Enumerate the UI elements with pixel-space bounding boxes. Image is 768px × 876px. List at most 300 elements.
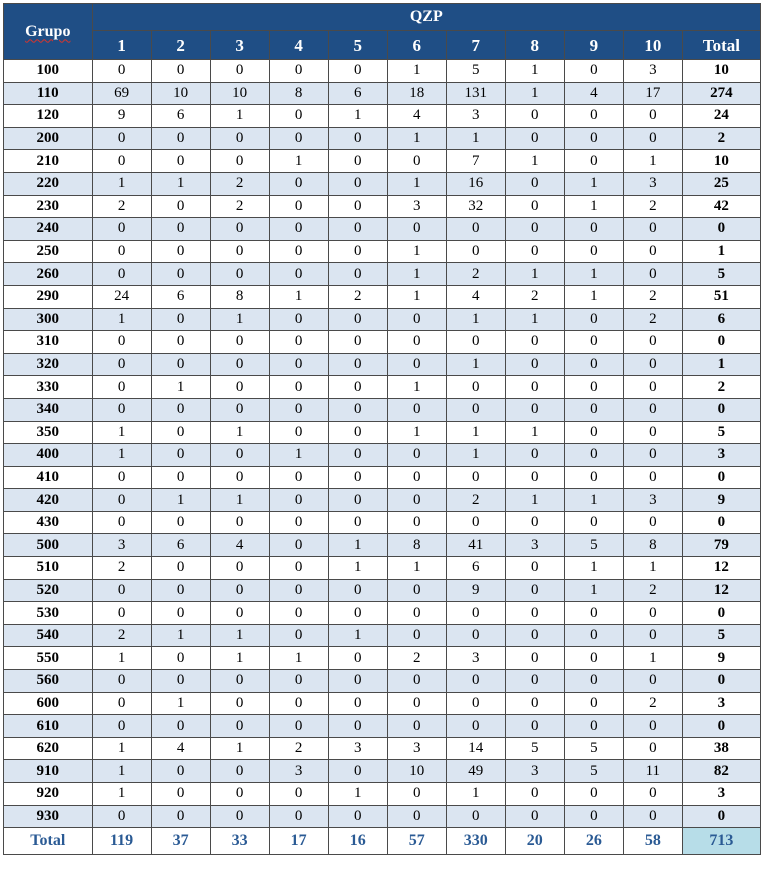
value-cell: 4	[446, 285, 505, 308]
row-total-cell: 2	[682, 376, 760, 399]
value-cell: 3	[446, 105, 505, 128]
value-cell: 0	[623, 624, 682, 647]
value-cell: 5	[446, 60, 505, 83]
qzp-column-headers	[4, 31, 761, 60]
grupo-cell: 250	[4, 240, 93, 263]
value-cell: 2	[446, 489, 505, 512]
value-cell: 6	[446, 557, 505, 580]
value-cell: 0	[92, 670, 151, 693]
value-cell: 0	[269, 557, 328, 580]
table-row	[4, 557, 761, 580]
grupo-cell: 610	[4, 715, 93, 738]
value-cell: 8	[210, 285, 269, 308]
qzp-column-header: 7	[446, 31, 505, 60]
value-cell: 1	[210, 489, 269, 512]
column-total-cell: 17	[269, 828, 328, 855]
row-total-cell: 10	[682, 150, 760, 173]
table-row	[4, 511, 761, 534]
value-cell: 0	[564, 511, 623, 534]
value-cell: 0	[505, 466, 564, 489]
value-cell: 0	[92, 376, 151, 399]
value-cell: 0	[387, 353, 446, 376]
value-cell: 14	[446, 737, 505, 760]
value-cell: 1	[564, 285, 623, 308]
table-row	[4, 82, 761, 105]
value-cell: 1	[210, 737, 269, 760]
value-cell: 0	[92, 715, 151, 738]
value-cell: 0	[564, 150, 623, 173]
value-cell: 0	[151, 218, 210, 241]
value-cell: 0	[210, 376, 269, 399]
value-cell: 0	[151, 715, 210, 738]
value-cell: 0	[151, 421, 210, 444]
value-cell: 0	[446, 240, 505, 263]
grupo-cell: 350	[4, 421, 93, 444]
qzp-group-header: QZP	[92, 4, 760, 31]
grupo-cell: 910	[4, 760, 93, 783]
value-cell: 3	[92, 534, 151, 557]
value-cell: 1	[387, 263, 446, 286]
value-cell: 0	[328, 353, 387, 376]
total-column-header: Total	[682, 31, 760, 60]
value-cell: 3	[623, 489, 682, 512]
row-total-cell: 12	[682, 557, 760, 580]
value-cell: 1	[151, 376, 210, 399]
value-cell: 0	[269, 308, 328, 331]
value-cell: 1	[505, 150, 564, 173]
value-cell: 0	[623, 805, 682, 828]
value-cell: 0	[92, 353, 151, 376]
value-cell: 0	[328, 511, 387, 534]
value-cell: 0	[269, 105, 328, 128]
value-cell: 0	[564, 647, 623, 670]
value-cell: 0	[92, 511, 151, 534]
value-cell: 0	[623, 737, 682, 760]
value-cell: 0	[505, 240, 564, 263]
value-cell: 0	[328, 647, 387, 670]
value-cell: 1	[564, 557, 623, 580]
table-row	[4, 105, 761, 128]
grupo-cell: 330	[4, 376, 93, 399]
value-cell: 1	[564, 579, 623, 602]
value-cell: 1	[151, 489, 210, 512]
value-cell: 0	[505, 692, 564, 715]
value-cell: 1	[387, 172, 446, 195]
value-cell: 5	[564, 737, 623, 760]
value-cell: 8	[269, 82, 328, 105]
value-cell: 10	[210, 82, 269, 105]
value-cell: 0	[151, 150, 210, 173]
grupo-cell: 230	[4, 195, 93, 218]
value-cell: 0	[564, 105, 623, 128]
value-cell: 17	[623, 82, 682, 105]
value-cell: 1	[92, 172, 151, 195]
qzp-column-header: 4	[269, 31, 328, 60]
value-cell: 0	[328, 376, 387, 399]
value-cell: 0	[387, 308, 446, 331]
value-cell: 0	[92, 150, 151, 173]
table-container	[3, 3, 761, 855]
value-cell: 0	[505, 218, 564, 241]
value-cell: 0	[387, 692, 446, 715]
value-cell: 0	[269, 127, 328, 150]
value-cell: 0	[328, 398, 387, 421]
value-cell: 1	[210, 105, 269, 128]
grupo-cell: 560	[4, 670, 93, 693]
value-cell: 0	[269, 353, 328, 376]
value-cell: 0	[446, 692, 505, 715]
row-total-cell: 0	[682, 670, 760, 693]
row-total-cell: 0	[682, 398, 760, 421]
grupo-cell: 510	[4, 557, 93, 580]
value-cell: 0	[92, 218, 151, 241]
value-cell: 0	[564, 376, 623, 399]
row-total-cell: 3	[682, 783, 760, 806]
row-total-cell: 1	[682, 353, 760, 376]
value-cell: 0	[151, 240, 210, 263]
value-cell: 2	[623, 692, 682, 715]
grupo-cell: 210	[4, 150, 93, 173]
value-cell: 0	[92, 489, 151, 512]
table-row	[4, 60, 761, 83]
value-cell: 0	[505, 624, 564, 647]
value-cell: 0	[210, 602, 269, 625]
value-cell: 5	[564, 760, 623, 783]
value-cell: 11	[623, 760, 682, 783]
value-cell: 1	[446, 127, 505, 150]
value-cell: 3	[387, 737, 446, 760]
value-cell: 1	[92, 760, 151, 783]
value-cell: 1	[151, 692, 210, 715]
value-cell: 0	[623, 444, 682, 467]
qzp-column-header: 5	[328, 31, 387, 60]
value-cell: 0	[387, 511, 446, 534]
value-cell: 0	[151, 398, 210, 421]
value-cell: 1	[505, 60, 564, 83]
value-cell: 9	[92, 105, 151, 128]
value-cell: 1	[328, 783, 387, 806]
value-cell: 1	[210, 647, 269, 670]
grupo-cell: 320	[4, 353, 93, 376]
column-total-cell: 16	[328, 828, 387, 855]
value-cell: 0	[210, 444, 269, 467]
value-cell: 0	[210, 150, 269, 173]
value-cell: 0	[269, 805, 328, 828]
value-cell: 0	[623, 376, 682, 399]
value-cell: 2	[269, 737, 328, 760]
column-total-cell: 119	[92, 828, 151, 855]
value-cell: 0	[328, 60, 387, 83]
table-row	[4, 218, 761, 241]
value-cell: 0	[269, 376, 328, 399]
value-cell: 0	[505, 376, 564, 399]
value-cell: 3	[269, 760, 328, 783]
value-cell: 0	[269, 398, 328, 421]
table-body	[4, 60, 761, 828]
value-cell: 0	[210, 60, 269, 83]
table-row	[4, 647, 761, 670]
value-cell: 0	[505, 670, 564, 693]
value-cell: 2	[623, 285, 682, 308]
value-cell: 0	[269, 715, 328, 738]
table-footer	[4, 828, 761, 855]
value-cell: 0	[269, 331, 328, 354]
value-cell: 0	[269, 172, 328, 195]
value-cell: 0	[446, 218, 505, 241]
value-cell: 1	[269, 444, 328, 467]
value-cell: 2	[210, 172, 269, 195]
value-cell: 0	[269, 692, 328, 715]
value-cell: 0	[387, 783, 446, 806]
grupo-cell: 240	[4, 218, 93, 241]
value-cell: 0	[210, 805, 269, 828]
value-cell: 0	[505, 557, 564, 580]
totals-label: Total	[4, 828, 93, 855]
grupo-cell: 410	[4, 466, 93, 489]
value-cell: 0	[387, 489, 446, 512]
value-cell: 0	[387, 218, 446, 241]
value-cell: 1	[623, 557, 682, 580]
value-cell: 32	[446, 195, 505, 218]
value-cell: 1	[564, 263, 623, 286]
value-cell: 0	[564, 421, 623, 444]
value-cell: 0	[446, 398, 505, 421]
value-cell: 0	[505, 398, 564, 421]
value-cell: 0	[387, 150, 446, 173]
grupo-cell: 290	[4, 285, 93, 308]
value-cell: 0	[269, 218, 328, 241]
row-total-cell: 42	[682, 195, 760, 218]
value-cell: 0	[446, 805, 505, 828]
value-cell: 41	[446, 534, 505, 557]
value-cell: 0	[210, 466, 269, 489]
column-total-cell: 57	[387, 828, 446, 855]
value-cell: 0	[151, 579, 210, 602]
value-cell: 0	[387, 805, 446, 828]
value-cell: 0	[269, 579, 328, 602]
value-cell: 0	[269, 783, 328, 806]
value-cell: 0	[564, 127, 623, 150]
value-cell: 2	[92, 195, 151, 218]
value-cell: 4	[387, 105, 446, 128]
value-cell: 3	[623, 172, 682, 195]
value-cell: 0	[623, 105, 682, 128]
table-row	[4, 172, 761, 195]
value-cell: 2	[210, 195, 269, 218]
value-cell: 0	[564, 624, 623, 647]
value-cell: 0	[92, 466, 151, 489]
table-row	[4, 240, 761, 263]
value-cell: 1	[151, 624, 210, 647]
row-total-cell: 9	[682, 489, 760, 512]
grupo-cell: 260	[4, 263, 93, 286]
value-cell: 0	[269, 511, 328, 534]
value-cell: 0	[210, 715, 269, 738]
value-cell: 0	[387, 579, 446, 602]
table-row	[4, 805, 761, 828]
grupo-cell: 600	[4, 692, 93, 715]
value-cell: 1	[151, 172, 210, 195]
value-cell: 0	[92, 398, 151, 421]
value-cell: 0	[446, 511, 505, 534]
value-cell: 1	[92, 647, 151, 670]
grupo-cell: 400	[4, 444, 93, 467]
value-cell: 1	[92, 308, 151, 331]
table-row	[4, 624, 761, 647]
value-cell: 18	[387, 82, 446, 105]
value-cell: 0	[151, 760, 210, 783]
table-row	[4, 398, 761, 421]
value-cell: 0	[151, 783, 210, 806]
value-cell: 1	[269, 285, 328, 308]
value-cell: 0	[623, 715, 682, 738]
value-cell: 0	[623, 240, 682, 263]
value-cell: 0	[564, 353, 623, 376]
value-cell: 0	[328, 263, 387, 286]
value-cell: 3	[446, 647, 505, 670]
value-cell: 0	[151, 444, 210, 467]
value-cell: 0	[564, 805, 623, 828]
row-total-cell: 0	[682, 602, 760, 625]
value-cell: 0	[210, 263, 269, 286]
value-cell: 5	[505, 737, 564, 760]
value-cell: 0	[151, 60, 210, 83]
value-cell: 0	[505, 715, 564, 738]
value-cell: 0	[623, 398, 682, 421]
table-row	[4, 195, 761, 218]
row-total-cell: 24	[682, 105, 760, 128]
row-total-cell: 1	[682, 240, 760, 263]
grupo-cell: 620	[4, 737, 93, 760]
value-cell: 0	[92, 805, 151, 828]
row-total-cell: 5	[682, 263, 760, 286]
value-cell: 1	[446, 783, 505, 806]
value-cell: 0	[151, 127, 210, 150]
row-total-cell: 3	[682, 444, 760, 467]
value-cell: 0	[151, 557, 210, 580]
value-cell: 0	[564, 466, 623, 489]
value-cell: 0	[623, 421, 682, 444]
value-cell: 0	[505, 105, 564, 128]
value-cell: 1	[328, 624, 387, 647]
table-row	[4, 737, 761, 760]
value-cell: 2	[623, 195, 682, 218]
value-cell: 2	[92, 624, 151, 647]
value-cell: 0	[505, 195, 564, 218]
value-cell: 0	[92, 331, 151, 354]
row-total-cell: 0	[682, 218, 760, 241]
value-cell: 2	[92, 557, 151, 580]
value-cell: 0	[92, 60, 151, 83]
value-cell: 6	[151, 534, 210, 557]
value-cell: 0	[151, 670, 210, 693]
value-cell: 0	[269, 263, 328, 286]
value-cell: 1	[387, 240, 446, 263]
value-cell: 0	[151, 331, 210, 354]
value-cell: 0	[623, 263, 682, 286]
grupo-cell: 540	[4, 624, 93, 647]
row-total-cell: 79	[682, 534, 760, 557]
value-cell: 5	[564, 534, 623, 557]
value-cell: 1	[564, 172, 623, 195]
totals-row	[4, 828, 761, 855]
value-cell: 0	[505, 579, 564, 602]
value-cell: 1	[446, 308, 505, 331]
value-cell: 16	[446, 172, 505, 195]
value-cell: 0	[328, 692, 387, 715]
column-total-cell: 37	[151, 828, 210, 855]
row-total-cell: 38	[682, 737, 760, 760]
table-row	[4, 670, 761, 693]
value-cell: 0	[564, 602, 623, 625]
value-cell: 0	[210, 218, 269, 241]
qzp-column-header: 6	[387, 31, 446, 60]
value-cell: 0	[446, 331, 505, 354]
table-row	[4, 285, 761, 308]
table-row	[4, 715, 761, 738]
value-cell: 0	[564, 670, 623, 693]
value-cell: 0	[269, 60, 328, 83]
value-cell: 0	[328, 308, 387, 331]
value-cell: 0	[92, 240, 151, 263]
value-cell: 6	[151, 105, 210, 128]
value-cell: 0	[92, 127, 151, 150]
value-cell: 0	[564, 692, 623, 715]
value-cell: 0	[269, 421, 328, 444]
value-cell: 1	[92, 737, 151, 760]
value-cell: 2	[623, 579, 682, 602]
value-cell: 49	[446, 760, 505, 783]
value-cell: 0	[564, 715, 623, 738]
value-cell: 1	[92, 421, 151, 444]
value-cell: 2	[328, 285, 387, 308]
value-cell: 0	[92, 579, 151, 602]
value-cell: 0	[446, 670, 505, 693]
value-cell: 1	[92, 783, 151, 806]
value-cell: 2	[505, 285, 564, 308]
value-cell: 0	[387, 466, 446, 489]
grupo-cell: 120	[4, 105, 93, 128]
table-row	[4, 376, 761, 399]
grupo-cell: 530	[4, 602, 93, 625]
value-cell: 10	[387, 760, 446, 783]
value-cell: 0	[328, 444, 387, 467]
value-cell: 0	[387, 670, 446, 693]
grupo-cell: 930	[4, 805, 93, 828]
row-total-cell: 2	[682, 127, 760, 150]
value-cell: 0	[387, 602, 446, 625]
grupo-cell: 430	[4, 511, 93, 534]
value-cell: 1	[623, 150, 682, 173]
value-cell: 0	[564, 444, 623, 467]
value-cell: 0	[92, 692, 151, 715]
value-cell: 2	[623, 308, 682, 331]
value-cell: 1	[564, 489, 623, 512]
value-cell: 1	[269, 647, 328, 670]
value-cell: 0	[210, 240, 269, 263]
value-cell: 0	[151, 263, 210, 286]
value-cell: 0	[210, 398, 269, 421]
grupo-header-label: Grupo	[25, 22, 71, 40]
value-cell: 0	[269, 240, 328, 263]
table-row	[4, 783, 761, 806]
value-cell: 2	[387, 647, 446, 670]
row-total-cell: 9	[682, 647, 760, 670]
value-cell: 0	[328, 466, 387, 489]
grupo-column-header	[4, 4, 93, 60]
value-cell: 1	[328, 534, 387, 557]
value-cell: 1	[210, 624, 269, 647]
